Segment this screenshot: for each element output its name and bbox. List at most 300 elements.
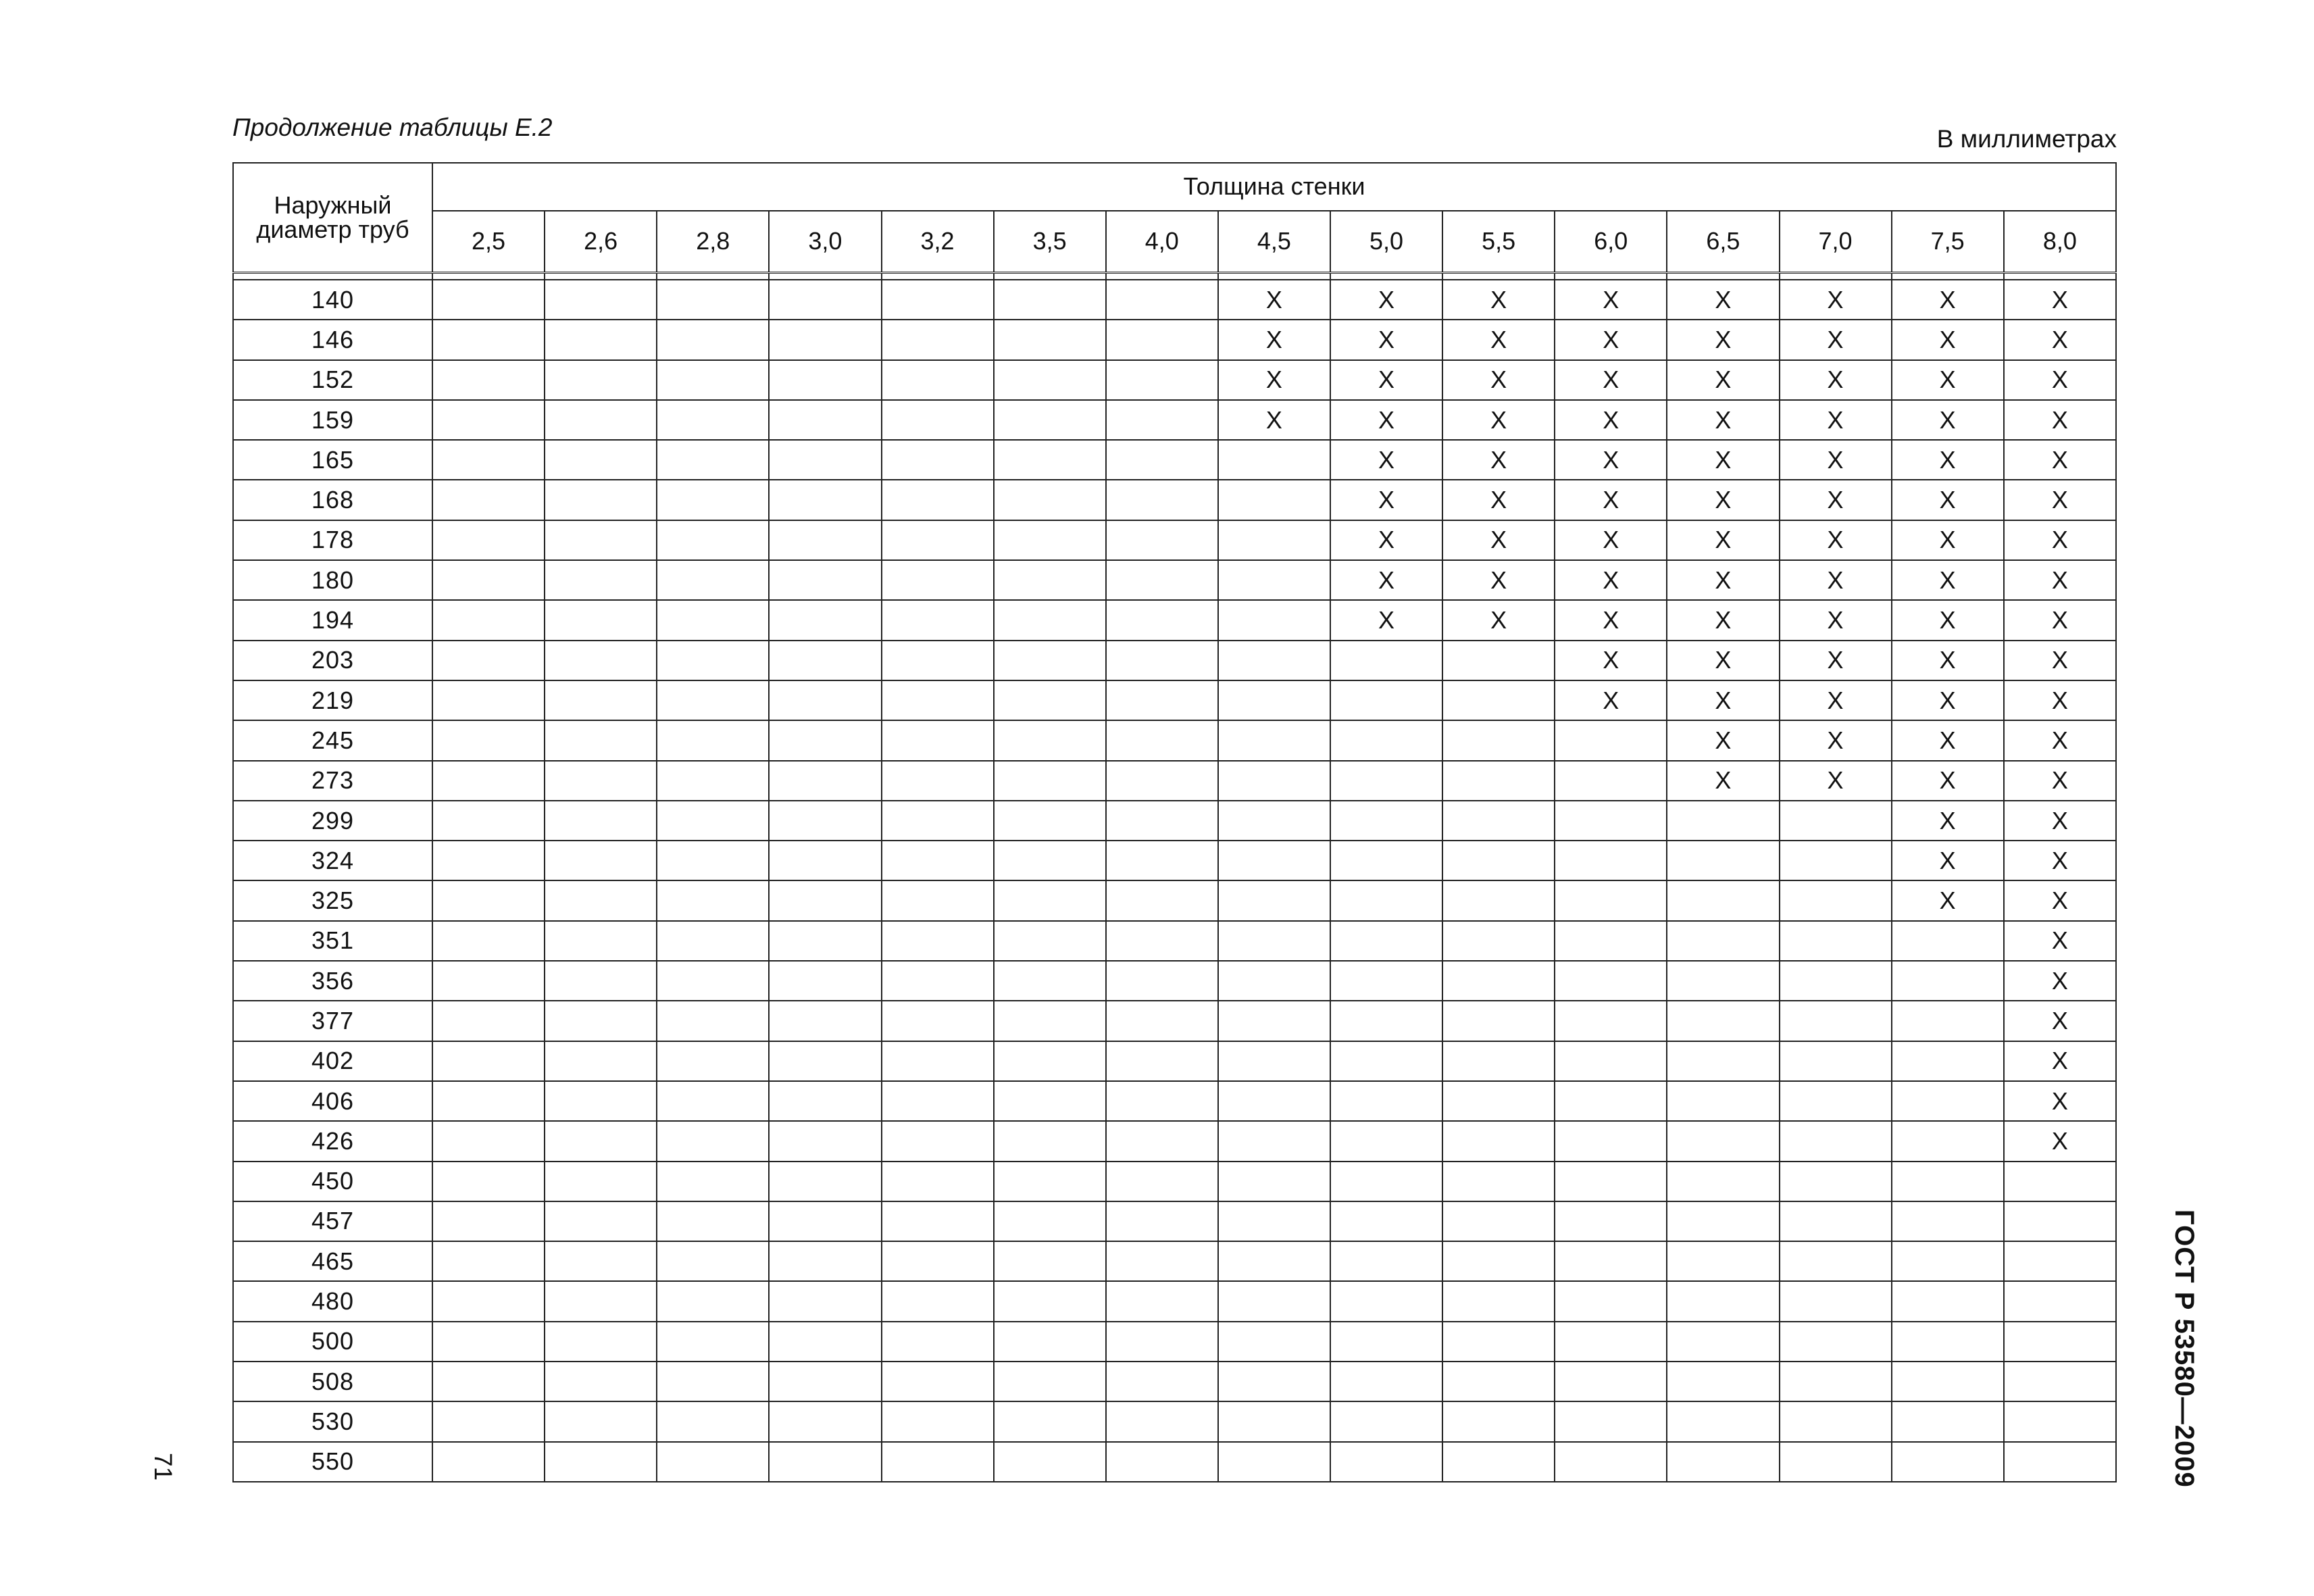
thickness-cell	[432, 1442, 545, 1482]
table-row	[233, 880, 2116, 920]
thickness-cell	[1780, 841, 1892, 880]
thickness-cell: X	[1892, 320, 2004, 359]
thickness-cell: X	[2004, 961, 2116, 1001]
thickness-cell	[545, 801, 657, 841]
thickness-cell: X	[1555, 480, 1667, 520]
thickness-cell: X	[1218, 320, 1330, 359]
thickness-cell: X	[2004, 720, 2116, 760]
column-header: 2,5	[432, 211, 545, 273]
thickness-cell: X	[1892, 480, 2004, 520]
column-header: 4,5	[1218, 211, 1330, 273]
thickness-cell	[1106, 1322, 1218, 1362]
thickness-cell	[994, 1081, 1106, 1121]
table-row	[233, 1162, 2116, 1201]
thickness-cell	[882, 560, 994, 600]
thickness-cell	[1330, 1081, 1442, 1121]
diameter-cell: 508	[233, 1362, 432, 1401]
thickness-cell	[432, 1362, 545, 1401]
thickness-cell	[1892, 921, 2004, 961]
thickness-cell: X	[1667, 360, 1779, 400]
thickness-cell	[657, 841, 769, 880]
thickness-cell	[882, 400, 994, 440]
thickness-cell	[1892, 1442, 2004, 1482]
thickness-cell	[882, 1121, 994, 1161]
thickness-cell	[1106, 1442, 1218, 1482]
table-row	[233, 680, 2116, 720]
table-row	[233, 1081, 2116, 1121]
diameter-cell: 159	[233, 400, 432, 440]
thickness-cell	[1218, 1362, 1330, 1401]
thickness-cell	[657, 720, 769, 760]
thickness-cell	[1218, 1121, 1330, 1161]
thickness-cell: X	[1442, 560, 1555, 600]
thickness-cell	[1780, 1362, 1892, 1401]
thickness-cell	[769, 641, 881, 680]
thickness-cell	[545, 1081, 657, 1121]
thickness-cell	[882, 761, 994, 801]
thickness-cell	[657, 641, 769, 680]
table-row	[233, 400, 2116, 440]
diameter-cell: 377	[233, 1001, 432, 1041]
thickness-cell	[432, 801, 545, 841]
thickness-cell	[1106, 680, 1218, 720]
thickness-cell	[994, 320, 1106, 359]
thickness-cell	[657, 961, 769, 1001]
thickness-cell: X	[1442, 400, 1555, 440]
thickness-cell	[2004, 1401, 2116, 1441]
thickness-cell	[769, 1281, 881, 1321]
thickness-cell: X	[1892, 440, 2004, 480]
thickness-cell	[1442, 680, 1555, 720]
diameter-cell: 500	[233, 1322, 432, 1362]
thickness-cell: X	[1892, 560, 2004, 600]
diameter-cell: 165	[233, 440, 432, 480]
thickness-cell	[657, 1281, 769, 1321]
thickness-cell	[994, 1442, 1106, 1482]
thickness-cell	[432, 1001, 545, 1041]
thickness-cell: X	[1892, 641, 2004, 680]
thickness-cell	[1442, 880, 1555, 920]
diameter-cell: 140	[233, 280, 432, 320]
table-row	[233, 1401, 2116, 1441]
thickness-cell	[1106, 880, 1218, 920]
diameter-cell: 351	[233, 921, 432, 961]
thickness-cell	[1555, 1442, 1667, 1482]
thickness-cell	[1555, 841, 1667, 880]
thickness-cell	[545, 1241, 657, 1281]
thickness-cell	[1330, 761, 1442, 801]
thickness-cell: X	[2004, 560, 2116, 600]
thickness-cell	[432, 1281, 545, 1321]
thickness-cell	[1780, 1401, 1892, 1441]
diameter-cell: 457	[233, 1201, 432, 1241]
thickness-cell	[1555, 880, 1667, 920]
thickness-cell	[994, 1041, 1106, 1081]
thickness-cell	[432, 841, 545, 880]
thickness-cell	[432, 400, 545, 440]
thickness-cell	[2004, 1281, 2116, 1321]
thickness-cell	[882, 1001, 994, 1041]
thickness-cell: X	[1442, 320, 1555, 359]
thickness-cell	[994, 400, 1106, 440]
table-row	[233, 1201, 2116, 1241]
thickness-cell: X	[1442, 600, 1555, 640]
thickness-cell	[769, 1081, 881, 1121]
thickness-cell	[994, 961, 1106, 1001]
thickness-cell	[1106, 1401, 1218, 1441]
thickness-cell	[882, 641, 994, 680]
thickness-cell	[1442, 961, 1555, 1001]
thickness-cell	[1892, 1322, 2004, 1362]
thickness-cell	[994, 1401, 1106, 1441]
thickness-cell	[1780, 1001, 1892, 1041]
thickness-cell	[882, 1162, 994, 1201]
thickness-cell	[1330, 680, 1442, 720]
thickness-cell: X	[1780, 320, 1892, 359]
thickness-cell	[769, 801, 881, 841]
thickness-cell	[545, 761, 657, 801]
thickness-cell	[1555, 761, 1667, 801]
thickness-cell	[1218, 1001, 1330, 1041]
thickness-cell	[2004, 1201, 2116, 1241]
thickness-cell	[657, 1362, 769, 1401]
thickness-cell	[882, 680, 994, 720]
thickness-cell	[1330, 720, 1442, 760]
thickness-cell	[1667, 961, 1779, 1001]
thickness-cell	[994, 480, 1106, 520]
thickness-cell	[1106, 1001, 1218, 1041]
thickness-cell	[432, 641, 545, 680]
thickness-cell	[432, 360, 545, 400]
thickness-cell	[1106, 320, 1218, 359]
thickness-cell	[1780, 961, 1892, 1001]
thickness-cell	[1442, 1281, 1555, 1321]
thickness-cell	[882, 480, 994, 520]
thickness-cell: X	[1667, 280, 1779, 320]
thickness-cell	[994, 1281, 1106, 1321]
thickness-cell	[769, 961, 881, 1001]
thickness-cell	[1218, 440, 1330, 480]
thickness-cell	[769, 1001, 881, 1041]
thickness-cell	[657, 921, 769, 961]
thickness-cell	[1780, 1442, 1892, 1482]
thickness-cell	[545, 921, 657, 961]
thickness-cell: X	[2004, 280, 2116, 320]
thickness-cell	[769, 560, 881, 600]
thickness-cell	[1218, 921, 1330, 961]
column-header: 5,5	[1442, 211, 1555, 273]
diameter-header: Наружный диаметр труб	[233, 163, 432, 273]
thickness-cell	[432, 1201, 545, 1241]
thickness-cell	[1667, 1041, 1779, 1081]
table-row	[233, 761, 2116, 801]
table-row	[233, 480, 2116, 520]
thickness-cell	[1555, 1322, 1667, 1362]
column-header: 2,8	[657, 211, 769, 273]
thickness-cell	[432, 680, 545, 720]
thickness-cell: X	[1330, 400, 1442, 440]
thickness-cell	[994, 440, 1106, 480]
thickness-cell	[1442, 1041, 1555, 1081]
thickness-cell	[657, 801, 769, 841]
thickness-cell	[657, 1401, 769, 1441]
thickness-cell	[432, 520, 545, 560]
thickness-cell	[1442, 1201, 1555, 1241]
thickness-cell	[657, 1081, 769, 1121]
thickness-cell	[769, 1041, 881, 1081]
table-row	[233, 520, 2116, 560]
thickness-cell	[769, 320, 881, 359]
thickness-cell	[1218, 680, 1330, 720]
column-header: 3,2	[882, 211, 994, 273]
thickness-cell	[1106, 1281, 1218, 1321]
thickness-cell	[1442, 1081, 1555, 1121]
thickness-cell	[432, 1121, 545, 1161]
thickness-cell	[2004, 1322, 2116, 1362]
header-separator	[233, 273, 2116, 280]
thickness-cell	[882, 841, 994, 880]
thickness-cell	[1106, 440, 1218, 480]
table-row	[233, 961, 2116, 1001]
thickness-cell	[769, 1401, 881, 1441]
thickness-cell	[1106, 520, 1218, 560]
column-header: 6,0	[1555, 211, 1667, 273]
thickness-cell	[545, 1121, 657, 1161]
thickness-cell	[994, 360, 1106, 400]
thickness-cell	[1330, 1401, 1442, 1441]
thickness-cell	[1106, 280, 1218, 320]
thickness-cell	[657, 1121, 769, 1161]
thickness-cell	[994, 520, 1106, 560]
thickness-cell	[994, 720, 1106, 760]
thickness-cell	[769, 921, 881, 961]
diameter-cell: 180	[233, 560, 432, 600]
thickness-cell	[545, 1281, 657, 1321]
thickness-cell: X	[1555, 400, 1667, 440]
thickness-cell	[545, 1041, 657, 1081]
thickness-cell	[882, 1201, 994, 1241]
thickness-cell	[1667, 1081, 1779, 1121]
thickness-cell	[994, 680, 1106, 720]
thickness-cell: X	[1442, 360, 1555, 400]
thickness-cell	[994, 280, 1106, 320]
thickness-cell	[1555, 1081, 1667, 1121]
diameter-cell: 356	[233, 961, 432, 1001]
thickness-cell: X	[1667, 440, 1779, 480]
thickness-cell	[1892, 1241, 2004, 1281]
thickness-cell	[1780, 1281, 1892, 1321]
thickness-cell: X	[1780, 761, 1892, 801]
thickness-cell	[432, 1041, 545, 1081]
thickness-cell	[882, 1281, 994, 1321]
table-row	[233, 1241, 2116, 1281]
thickness-cell	[882, 1241, 994, 1281]
thickness-cell	[545, 641, 657, 680]
thickness-cell	[769, 440, 881, 480]
thickness-cell	[882, 880, 994, 920]
thickness-cell	[994, 1001, 1106, 1041]
standard-designation: ГОСТ Р 53580—2009	[2169, 1210, 2199, 1488]
thickness-cell	[882, 600, 994, 640]
thickness-cell: X	[1330, 360, 1442, 400]
thickness-cell	[545, 440, 657, 480]
thickness-cell	[1330, 1162, 1442, 1201]
thickness-cell	[1442, 720, 1555, 760]
header-row-columns	[233, 211, 2116, 273]
thickness-cell	[1330, 1281, 1442, 1321]
thickness-cell	[657, 1201, 769, 1241]
thickness-cell: X	[1330, 480, 1442, 520]
thickness-cell: X	[1442, 440, 1555, 480]
table-row	[233, 560, 2116, 600]
thickness-cell: X	[1330, 440, 1442, 480]
thickness-cell	[432, 720, 545, 760]
thickness-cell	[657, 440, 769, 480]
thickness-cell: X	[2004, 400, 2116, 440]
table-row	[233, 1121, 2116, 1161]
thickness-cell: X	[2004, 880, 2116, 920]
thickness-cell: X	[1330, 520, 1442, 560]
thickness-cell: X	[1892, 280, 2004, 320]
thickness-cell	[545, 841, 657, 880]
thickness-cell	[1555, 1201, 1667, 1241]
thickness-cell	[1442, 1322, 1555, 1362]
thickness-cell	[657, 680, 769, 720]
thickness-cell	[769, 400, 881, 440]
thickness-cell	[1218, 1442, 1330, 1482]
diameter-cell: 480	[233, 1281, 432, 1321]
diameter-cell: 402	[233, 1041, 432, 1081]
thickness-cell: X	[1892, 680, 2004, 720]
thickness-cell	[545, 560, 657, 600]
thickness-cell	[1892, 1081, 2004, 1121]
thickness-cell	[994, 1362, 1106, 1401]
thickness-cell	[994, 801, 1106, 841]
thickness-cell	[1892, 1041, 2004, 1081]
thickness-cell	[769, 720, 881, 760]
diameter-cell: 146	[233, 320, 432, 359]
thickness-cell	[1218, 1201, 1330, 1241]
thickness-cell: X	[1667, 680, 1779, 720]
thickness-cell	[769, 360, 881, 400]
thickness-cell: X	[1892, 801, 2004, 841]
diameter-cell: 406	[233, 1081, 432, 1121]
thickness-cell	[1555, 720, 1667, 760]
thickness-cell	[2004, 1442, 2116, 1482]
thickness-cell	[1330, 921, 1442, 961]
thickness-cell: X	[2004, 520, 2116, 560]
thickness-cell	[1218, 961, 1330, 1001]
thickness-cell: X	[1555, 360, 1667, 400]
thickness-cell	[1667, 921, 1779, 961]
table-row	[233, 1001, 2116, 1041]
thickness-cell	[882, 520, 994, 560]
diameter-cell: 203	[233, 641, 432, 680]
thickness-cell	[657, 1001, 769, 1041]
thickness-cell	[1218, 720, 1330, 760]
thickness-cell	[1106, 480, 1218, 520]
thickness-cell	[882, 1362, 994, 1401]
thickness-cell	[545, 1401, 657, 1441]
thickness-cell	[657, 520, 769, 560]
thickness-cell: X	[2004, 680, 2116, 720]
column-header: 3,5	[994, 211, 1106, 273]
thickness-cell	[545, 880, 657, 920]
thickness-cell	[1330, 1121, 1442, 1161]
thickness-cell	[1892, 1362, 2004, 1401]
diameter-cell: 426	[233, 1121, 432, 1161]
thickness-cell	[769, 600, 881, 640]
thickness-cell	[1555, 1162, 1667, 1201]
thickness-cell	[1555, 1041, 1667, 1081]
column-header: 7,0	[1780, 211, 1892, 273]
thickness-cell	[1892, 1401, 2004, 1441]
thickness-cell	[882, 720, 994, 760]
thickness-cell	[1218, 1081, 1330, 1121]
thickness-cell	[769, 761, 881, 801]
thickness-cell	[1667, 1442, 1779, 1482]
thickness-cell	[1555, 961, 1667, 1001]
thickness-cell	[1218, 880, 1330, 920]
thickness-cell: X	[1780, 641, 1892, 680]
thickness-cell	[769, 841, 881, 880]
thickness-cell	[1106, 1121, 1218, 1161]
thickness-cell	[994, 1162, 1106, 1201]
thickness-cell	[1442, 921, 1555, 961]
table-row	[233, 360, 2116, 400]
thickness-cell	[994, 641, 1106, 680]
thickness-cell	[432, 320, 545, 359]
thickness-cell	[1442, 801, 1555, 841]
thickness-cell: X	[1780, 400, 1892, 440]
diameter-cell: 152	[233, 360, 432, 400]
thickness-cell	[1442, 1442, 1555, 1482]
thickness-cell	[1106, 1081, 1218, 1121]
thickness-cell	[769, 1362, 881, 1401]
thickness-cell	[1667, 1121, 1779, 1161]
thickness-cell: X	[1555, 280, 1667, 320]
header-row-top	[233, 163, 2116, 211]
thickness-cell	[1330, 1322, 1442, 1362]
thickness-cell	[882, 1401, 994, 1441]
thickness-cell: X	[1442, 520, 1555, 560]
table-body	[233, 273, 2116, 1482]
thickness-cell: X	[1780, 440, 1892, 480]
thickness-cell	[769, 1121, 881, 1161]
thickness-cell	[432, 1081, 545, 1121]
thickness-cell: X	[1667, 720, 1779, 760]
thickness-cell: X	[1555, 641, 1667, 680]
thickness-cell	[657, 1241, 769, 1281]
thickness-cell: X	[1780, 720, 1892, 760]
thickness-cell: X	[1555, 440, 1667, 480]
thickness-cell	[432, 440, 545, 480]
thickness-cell	[1218, 520, 1330, 560]
thickness-cell	[1330, 1041, 1442, 1081]
thickness-cell: X	[1442, 480, 1555, 520]
thickness-cell: X	[1780, 480, 1892, 520]
thickness-cell	[545, 320, 657, 359]
thickness-cell	[545, 480, 657, 520]
thickness-cell	[882, 921, 994, 961]
thickness-cell	[1330, 1241, 1442, 1281]
thickness-cell	[1555, 801, 1667, 841]
thickness-cell	[1442, 1121, 1555, 1161]
thickness-cell	[432, 600, 545, 640]
thickness-cell	[1330, 1442, 1442, 1482]
thickness-cell	[1780, 1201, 1892, 1241]
thickness-cell	[1442, 1241, 1555, 1281]
